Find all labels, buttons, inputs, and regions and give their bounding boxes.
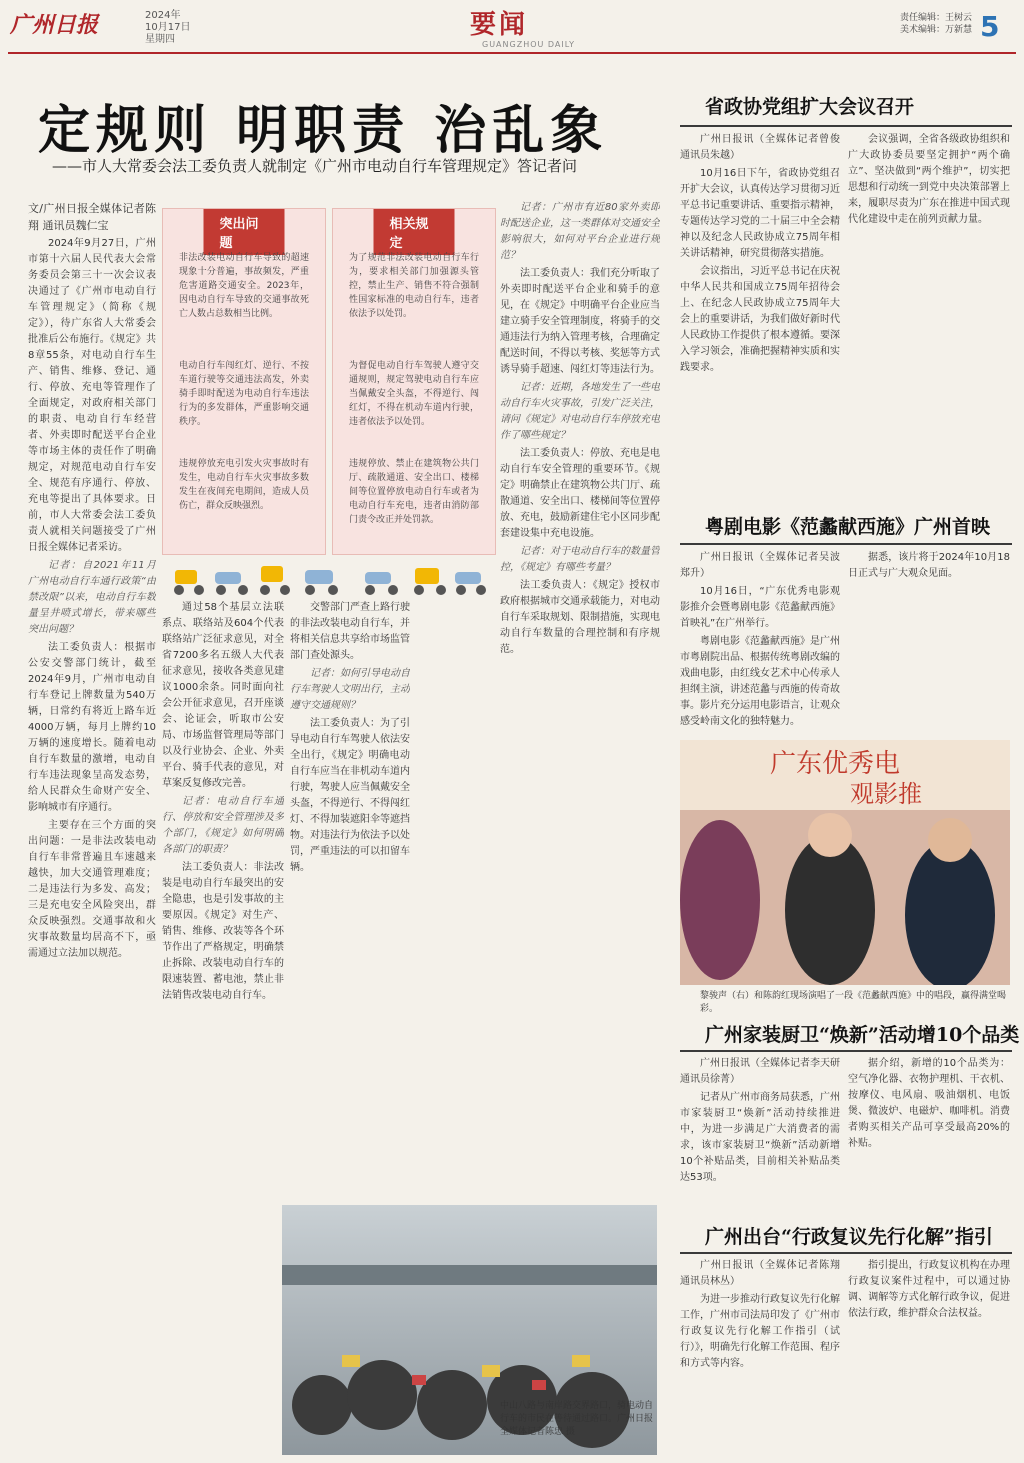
newspaper-logo: 广州日报 (10, 12, 99, 38)
kitchen-column-2 (848, 1056, 1010, 1206)
opera-column-2 (848, 550, 1010, 735)
lead-paragraph: 法工委负责人：停放、充电是电动自行车安全管理的重要环节。《规定》明确禁止在建筑物公共门厅、疏散通道、安全出口、楼梯间等位置停放、充电，鼓励新建住宅小区同步配套建设集中充电设施。 (500, 448, 660, 539)
lead-paragraph: 法工委负责人：为了引导电动自行车驾驶人依法安全出行，《规定》明确电动自行车应当在非机动车道内行驶，驾驶人应当佩戴安全头盔，不得逆行、不得闯红灯、不得加装遮阳伞等遮挡物。对违法行为依法予以处罚，严重违法的可以扣留车辆。 (290, 718, 410, 873)
section-title: 要闻 (470, 10, 529, 40)
problem-item: 电动自行车闯红灯、逆行、不按车道行驶等交通违法高发，外卖骑手即时配送为电动自行车违法行为的多发群体，严重影响交通秩序。 (179, 361, 309, 427)
editor-credits (900, 12, 972, 36)
kitchen-headline: 广州家装厨卫“焕新”活动增10个品类 (705, 1024, 1020, 1046)
editor-line: 责任编辑：王树云 (900, 13, 973, 23)
lead-subheadline: ——市人大常委会法工委负责人就制定《广州市电动自行车管理规定》答记者问 (52, 157, 578, 175)
reporter-question: 记者：近期，各地发生了一些电动自行车火灾事故，引发广泛关注，请问《规定》对电动自行车停放充电作了哪些规定？ (500, 382, 660, 441)
lead-column-4 (500, 200, 660, 1195)
regulation-item: 违规停放、禁止在建筑物公共门厅、疏散通道、安全出口、楼梯间等位置停放电动自行车或者为电动自行车充电，违者由消防部门责令改正并处罚款。 (349, 459, 479, 525)
lead-paragraph: 主要存在三个方面的突出问题：一是非法改装电动自行车非常普遍且车速越来越快，加大交通管理难度；二是违法行为多发、高发；三是充电安全风险突出，群众反映强烈。交通事故和火灾事故数量均居高不下，亟需通过立法加以规范。 (28, 820, 156, 959)
lead-paragraph: 2024年9月27日，广州市第十六届人民代表大会常务委员会第三十一次会议表决通过了《广州市电动自行车管理规定》（简称《规定》），待广东省人大常委会批准后公布施行。《规定》共8章55条，对电动自行车生产、销售、维修、登记、通行、停放、充电等管理作了全面规定，对政府相关部门的职责、电动自行车经营者、外卖即时配送平台企业等市场主体的责任作了明确规定，对规范电动自行车安全、规范有序通行、停放、充电等提出了具体要求。日前，市人大常委会法工委负责人就相关问题接受了广州日报全媒体记者采访。 (28, 238, 156, 553)
problem-item: 违规停放充电引发火灾事故时有发生，电动自行车火灾事故多数发生在夜间充电期间，造成人员伤亡，群众反映强烈。 (179, 459, 309, 511)
banner-text: 广东优秀电 (770, 749, 901, 779)
date-day: 10月17日 (145, 22, 191, 33)
reporter-question: 记者：对于电动自行车的数量管控，《规定》有哪些考量？ (500, 546, 660, 573)
cppcc-rule (680, 125, 1012, 127)
date-year: 2024年 (145, 10, 181, 21)
reporter-question: 记者：电动自行车通行、停放和安全管理涉及多个部门，《规定》如何明确各部门的职责？ (162, 796, 284, 855)
page-number: 5 (980, 10, 1000, 43)
admin-headline: 广州出台“行政复议先行化解”指引 (705, 1226, 993, 1248)
admin-column-1 (680, 1258, 840, 1453)
lead-paragraph: 法工委负责人：根据市公安交警部门统计，截至2024年9月，广州市电动自行车登记上牌数量为540万辆，日常约有将近上路车近4000万辆，每月上牌约10万辆的速度增长。随着电动自行车数量的激增，电动自行车违法现象呈高发态势，给人民群众生命财产安全、影响城市有序通行。 (28, 642, 156, 813)
opera-photo-caption: 黎骏声（右）和陈韵红现场演唱了一段《范蠡献西施》中的唱段，赢得满堂喝彩。 (700, 991, 1007, 1014)
kitchen-column-1 (680, 1056, 840, 1206)
admin-paragraph: 指引提出，行政复议机构在办理行政复议案件过程中，可以通过协调、调解等方式化解行政争议，促进依法行政，维护群众合法权益。 (848, 1260, 1010, 1319)
reporter-question: 记者：广州市有近80家外卖即时配送企业，这一类群体对交通安全影响很大，如何对平台企业进行规范？ (500, 202, 660, 261)
scooter-illustration (165, 556, 491, 596)
kitchen-paragraph: 据介绍，新增的10个品类为：空气净化器、衣物护理机、干衣机、按摩仪、电风扇、吸油烟机、电饭煲、微波炉、电磁炉、咖啡机。消费者购买相关产品可享受最高20%的补贴。 (848, 1058, 1010, 1149)
banner-text: 观影推 (850, 780, 922, 808)
issue-date (145, 10, 205, 46)
opera-photo (680, 740, 1010, 985)
kitchen-rule (680, 1050, 1012, 1052)
lead-paragraph: 法工委负责人：《规定》授权市政府根据城市交通承载能力，对电动自行车采取规划、限制措施，实现电动自行车数量的合理控制和有序规范。 (500, 580, 660, 655)
lead-paragraph: 通过58个基层立法联系点、联络站及604个代表联络站广泛征求意见，对全省7200多名五级人大代表征求意见，接收各类意见建议1000余条。同时面向社会公开征求意见，召开座谈会、论证会，听取市公安局、市场监督管理局等部门以及行业协会、企业、外卖平台、骑手代表的意见，对草案反复修改完善。 (162, 602, 284, 789)
opera-column-1 (680, 550, 840, 735)
lead-paragraph: 法工委负责人：我们充分听取了外卖即时配送平台企业和骑手的意见，在《规定》中明确平台企业应当建立骑手安全管理制度，将骑手的交通违法行为纳入管理考核，合理确定配送时间，不得以考核、奖惩等方式诱导骑手超速、闯红灯等违法行为。 (500, 268, 660, 375)
opera-paragraph: 10月16日，“广东优秀电影观影推介会暨粤剧电影《范蠡献西施》首映礼”在广州举行。 (680, 586, 840, 629)
section-subtitle: GUANGZHOU DAILY (482, 40, 576, 49)
admin-paragraph: 为进一步推动行政复议先行化解工作，广州市司法局印发了《广州市行政复议先行化解工作指引（试行）》，明确先行化解工作范围、程序和方式等内容。 (680, 1294, 840, 1369)
opera-paragraph: 据悉，该片将于2024年10月18日正式与广大观众见面。 (848, 552, 1010, 579)
cppcc-paragraph: 10月16日下午，省政协党组召开扩大会议，认真传达学习贯彻习近平总书记重要讲话、重要指示精神，专题传达学习党的二十届三中全会精神以及纪念人民政协成立75周年相关讲话精神，研究贯彻落实措施。 (680, 168, 840, 259)
lead-headline: 定规则 明职责 治乱象 (38, 100, 609, 161)
lead-column-2 (162, 600, 284, 1445)
traffic-photo-caption: 中山八路与南岸路交界路口，骑电动自行车的市民在等待通过路口。广州日报全媒体记者陈忠 摄 (500, 1401, 654, 1437)
top-rule (8, 52, 1016, 54)
cppcc-paragraph: 会议强调，全省各级政协组织和广大政协委员要坚定拥护“两个确立”、坚决做到“两个维护”，切实把思想和行动统一到党中央决策部署上来，履职尽责为广东在推进中国式现代化建设中走在前列贡献力量。 (848, 134, 1010, 225)
regulations-tag: 相关规定 (374, 209, 455, 255)
cppcc-column-2 (848, 132, 1010, 497)
cppcc-paragraph: 会议指出，习近平总书记在庆祝中华人民共和国成立75周年招待会上、在纪念人民政协成立75周年大会上的重要讲话，为我们做好新时代人民政协工作提供了根本遵循。要深入学习领会，准确把握精神实质和实践要求。 (680, 266, 840, 373)
lead-paragraph: 法工委负责人：非法改装是电动自行车最突出的安全隐患，也是引发事故的主要原因。《规定》对生产、销售、维修、改装等各个环节作出了严格规定，明确禁止拆除、改装电动自行车的限速装置、蓄电池，禁止非法销售改装电动自行车。 (162, 862, 284, 1001)
opera-byline: 广州日报讯（全媒体记者吴波 郑升） (680, 552, 840, 579)
masthead (0, 0, 1024, 70)
admin-column-2 (848, 1258, 1010, 1453)
regulations-box (332, 208, 496, 555)
reporter-question: 记者：自2021年11月广州电动自行车通行政策“由禁改限”以来，电动自行车数量呈井喷式增长，带来哪些突出问题？ (28, 560, 156, 635)
lead-paragraph: 交警部门严查上路行驶的非法改装电动自行车，并将相关信息共享给市场监管部门查处源头。 (290, 602, 410, 661)
admin-byline: 广州日报讯（全媒体记者陈翔 通讯员林丛） (680, 1260, 840, 1287)
regulation-item: 为了规范非法改装电动自行车行为，要求相关部门加强源头管控，禁止生产、销售不符合强制性国家标准的电动自行车，违者依法予以处罚。 (349, 253, 479, 319)
problem-item: 非法改装电动自行车导致的超速现象十分普遍，事故频发，严重危害道路交通安全。2023年，因电动自行车导致的交通事故死亡人数占总数相当比例。 (179, 253, 309, 319)
kitchen-paragraph: 记者从广州市商务局获悉，广州市家装厨卫“焕新”活动持续推进中，为进一步满足广大消费者的需求，该市家装厨卫“焕新”活动新增10个补贴品类，目前相关补贴品类达53项。 (680, 1092, 840, 1183)
opera-rule (680, 543, 1012, 545)
date-weekday: 星期四 (145, 34, 175, 45)
opera-photo-image (680, 740, 1010, 985)
admin-rule (680, 1252, 1012, 1254)
opera-paragraph: 粤剧电影《范蠡献西施》是广州市粤剧院出品、根据传统粤剧改编的戏曲电影，由红线女艺术中心传承人担纲主演，讲述范蠡与西施的传奇故事。影片充分运用电影语言，让观众感受岭南文化的独特魅力。 (680, 636, 840, 727)
kitchen-byline: 广州日报讯（全媒体记者李天研 通讯员徐菁） (680, 1058, 840, 1085)
cppcc-byline: 广州日报讯（全媒体记者曾俊 通讯员朱越） (680, 134, 840, 161)
problems-tag: 突出问题 (204, 209, 285, 255)
regulation-item: 为督促电动自行车驾驶人遵守交通规则，规定驾驶电动自行车应当佩戴安全头盔，不得逆行、闯红灯，不得在机动车道内行驶，违者依法予以处罚。 (349, 361, 479, 427)
lead-column-3 (290, 600, 410, 1195)
problems-box (162, 208, 326, 555)
reporter-question: 记者：如何引导电动自行车驾驶人文明出行，主动遵守交通规则？ (290, 668, 410, 711)
art-editor-line: 美术编辑：万新慧 (900, 25, 973, 35)
cppcc-headline: 省政协党组扩大会议召开 (705, 96, 915, 118)
cppcc-column-1 (680, 132, 840, 497)
lead-column-1 (28, 200, 156, 1445)
opera-headline: 粤剧电影《范蠡献西施》广州首映 (705, 516, 991, 538)
lead-byline: 文/广州日报全媒体记者陈翔 通讯员魏仁宝 (28, 202, 156, 232)
